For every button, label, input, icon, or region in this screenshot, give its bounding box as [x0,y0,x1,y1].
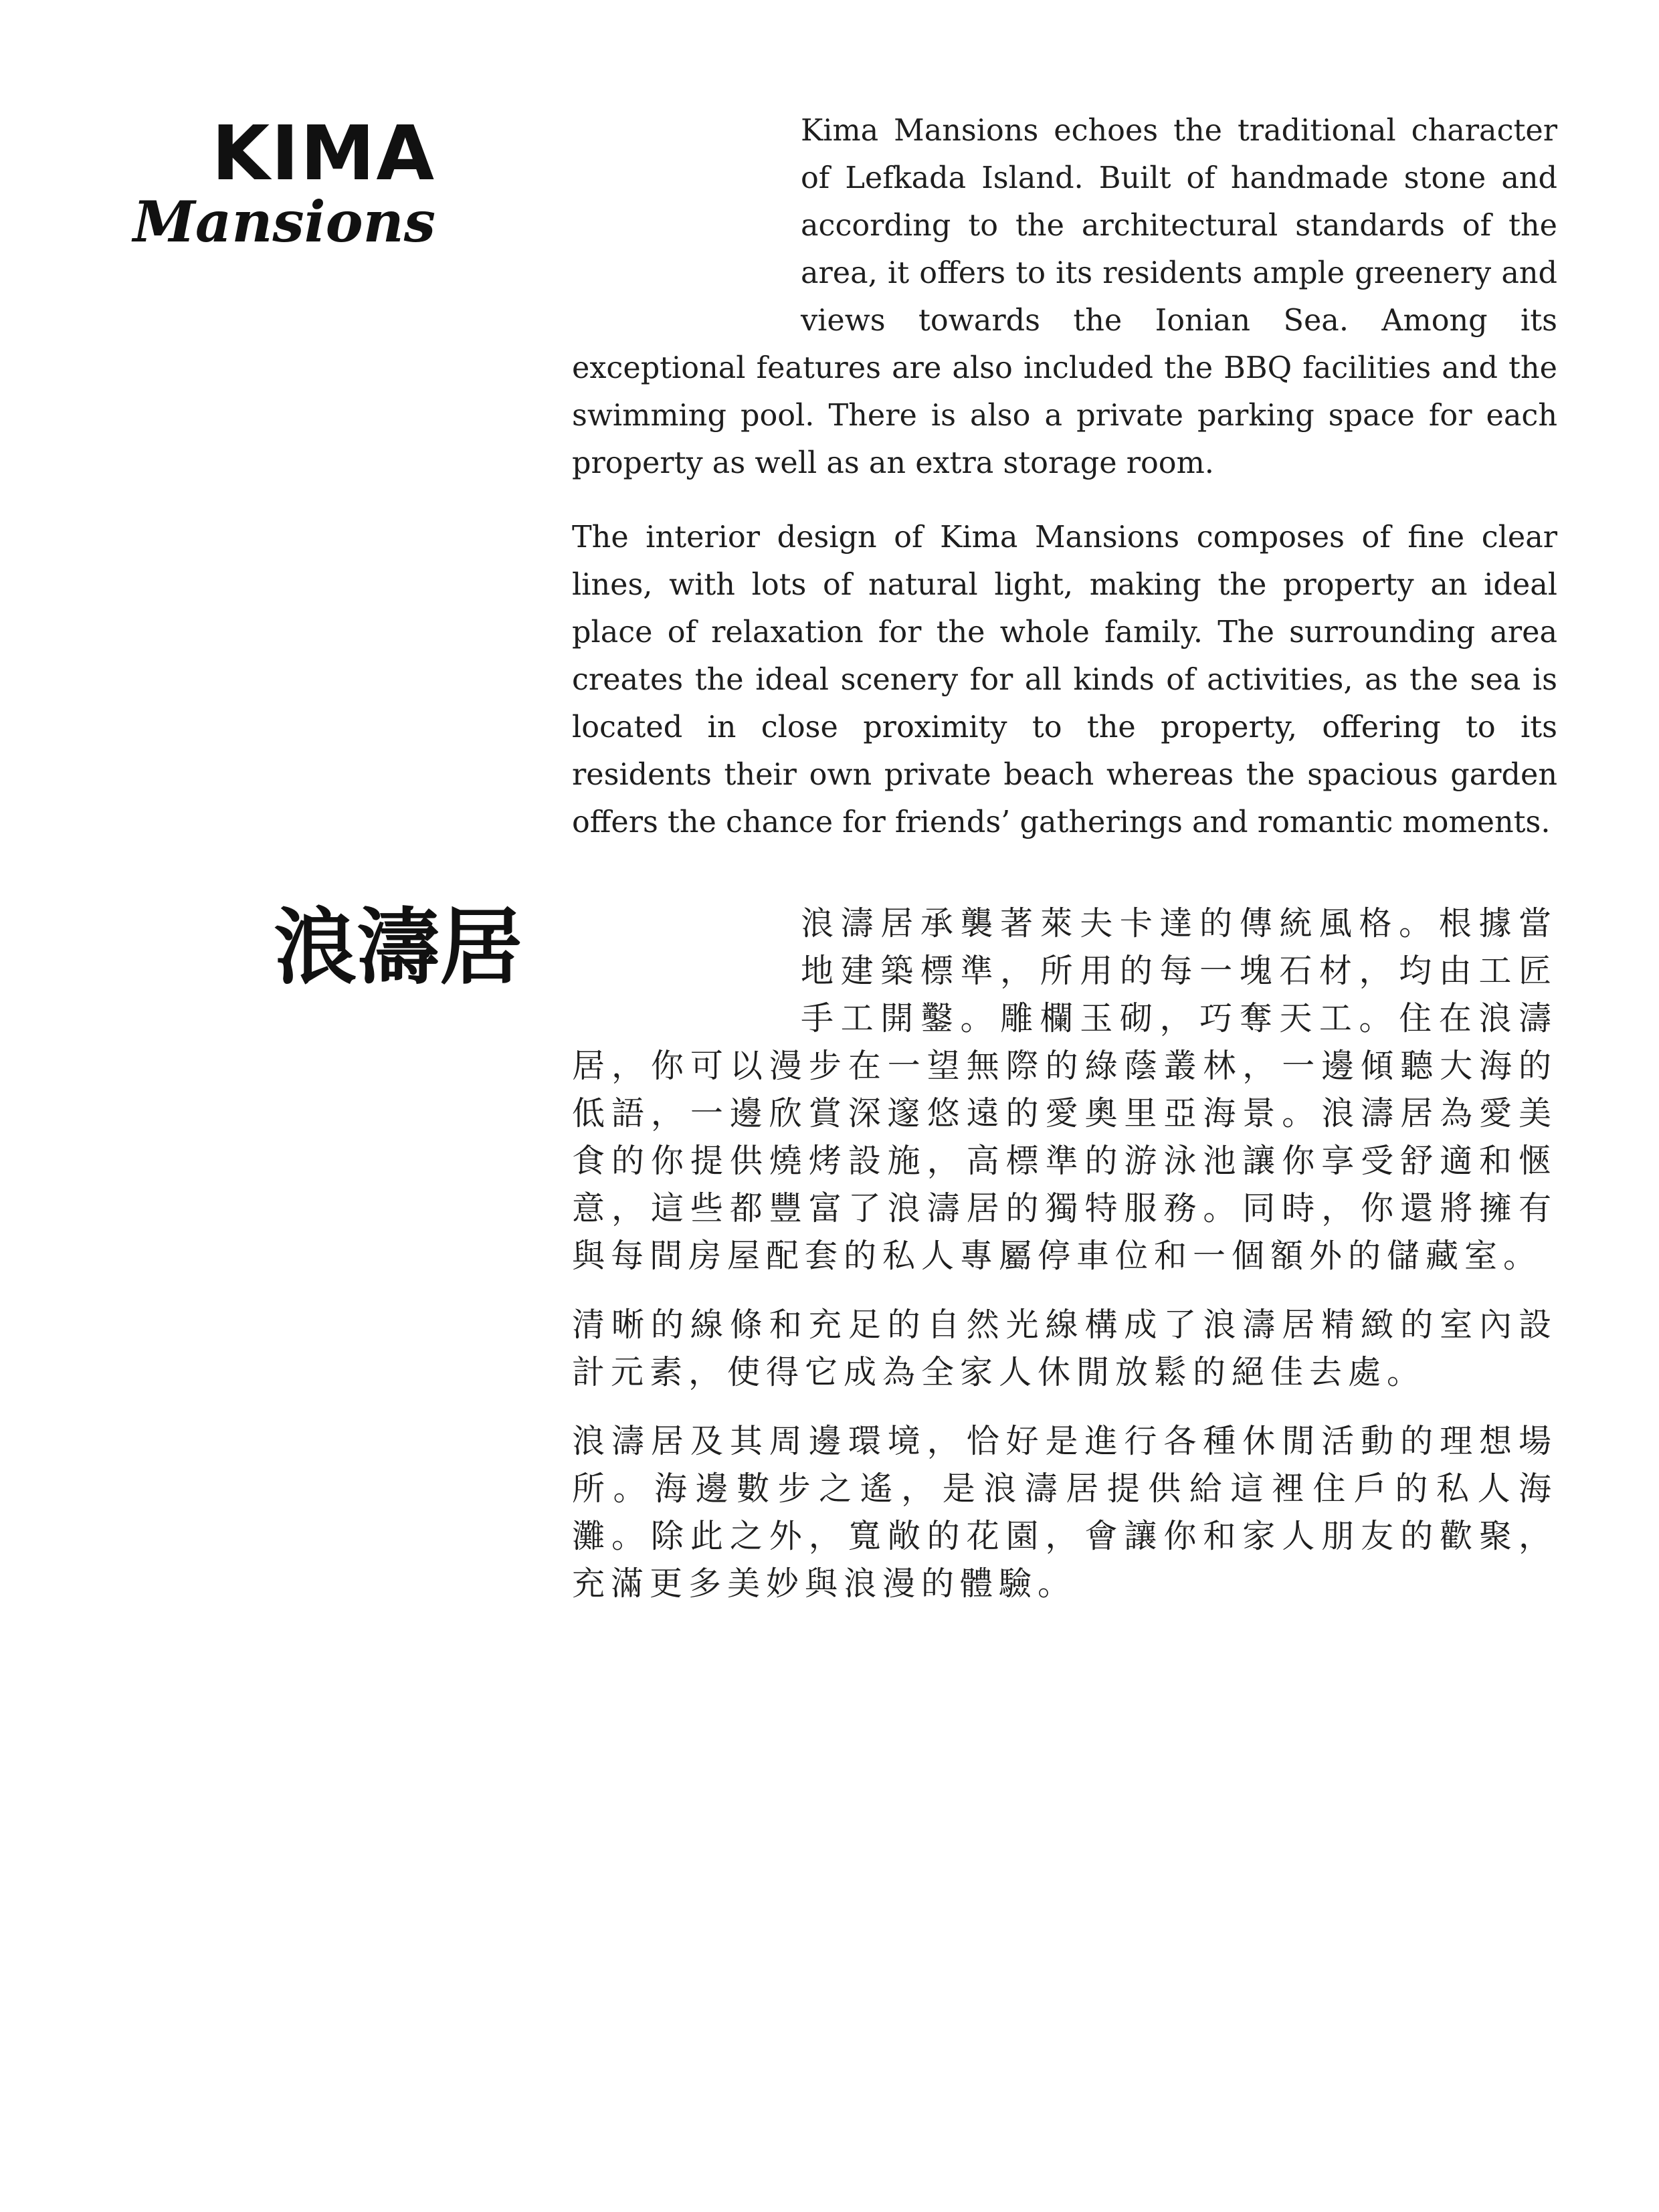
chinese-paragraph-2: 清晰的線條和充足的自然光線構成了浪濤居精緻的室內設計元素，使得它成為全家人休閒放鬆的絕佳去處。 [572,1306,1557,1391]
title-chinese: 浪濤居 [273,900,522,996]
chinese-section [273,900,1557,1607]
heading-spacer [572,900,801,1041]
english-paragraph-2: The interior design of Kima Mansions composes of fine clear lines, with lots of natural light, making the property an ideal place of relaxation for the whole family. The surrounding area creates the ideal scenery for all kinds of activities, as the sea is located in close proximity to the property, offering to its residents their own private beach whereas the spacious garden offers the chance for friends’ gatherings and romantic moments. [572,520,1557,839]
chinese-heading [273,900,522,996]
chinese-paragraph-1: 浪濤居承襲著萊夫卡達的傳統風格。根據當地建築標準，所用的每一塊石材，均由工匠手工開鑿。雕欄玉砌，巧奪天工。住在浪濤居，你可以漫步在一望無際的綠蔭叢林，一邊傾聽大海的低語，一邊欣賞深邃悠遠的愛奧里亞海景。浪濤居為愛美食的你提供燒烤設施，高標準的游泳池讓你享受舒適和愜意，這些都豐富了浪濤居的獨特服務。同時，你還將擁有與每間房屋配套的私人專屬停車位和一個額外的儲藏室。 [572,904,1557,1275]
english-paragraph-1: Kima Mansions echoes the traditional character of Lefkada Island. Built of handmade stone and according to the architectural standards of the area, it offers to its residents ample greenery and views towards the Ionian Sea. Among its exceptional features are also included the BBQ facilities and the swimming pool. There is also a private parking space for each property as well as an extra storage room. [572,114,1557,480]
english-section [132,107,1557,846]
heading-spacer [572,107,801,298]
title-mansions: Mansions [132,189,435,255]
chinese-paragraph-3: 浪濤居及其周邊環境，恰好是進行各種休閒活動的理想場所。海邊數步之遙，是浪濤居提供給這裡住戶的私人海灘。除此之外，寬敞的花園，會讓你和家人朋友的歡聚，充滿更多美妙與浪漫的體驗。 [572,1422,1557,1603]
title-kima: KIMA [211,110,435,197]
